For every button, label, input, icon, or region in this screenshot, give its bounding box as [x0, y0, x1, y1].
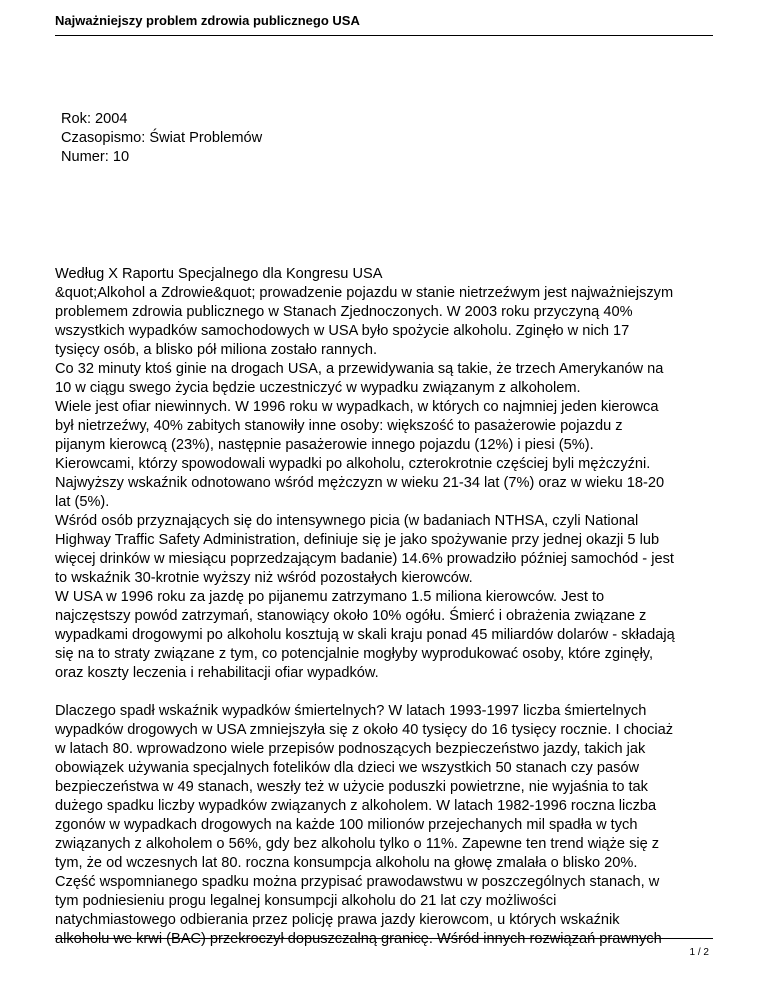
text-line: oraz koszty leczenia i rehabilitacji ofiar wypadków.	[55, 665, 379, 681]
text-line: najczęstszy powód zatrzymań, stanowiący około 10% ogółu. Śmierć i obrażenia związane z	[55, 608, 647, 624]
text-line: Co 32 minuty ktoś ginie na drogach USA, a przewidywania są takie, że trzech Amerykanów na	[55, 361, 664, 377]
text-line: wszystkich wypadków samochodowych w USA było spożycie alkoholu. Zginęło w nich 17	[55, 323, 630, 339]
text-line: Wiele jest ofiar niewinnych. W 1996 roku w wypadkach, w których co najmniej jeden kierowca	[55, 399, 659, 415]
text-line: Wśród osób przyznających się do intensywnego picia (w badaniach NTHSA, czyli National	[55, 513, 639, 529]
text-line: Kierowcami, którzy spowodowali wypadki po alkoholu, czterokrotnie częściej byli mężczyźni.	[55, 456, 651, 472]
text-line: Highway Traffic Safety Administration, definiuje się je jako spożywanie przy jednej okazji 5 lub	[55, 532, 660, 548]
text-line: &quot;Alkohol a Zdrowie&quot; prowadzenie pojazdu w stanie nietrzeźwym jest najważniejszym	[55, 285, 674, 301]
text-line: bezpieczeństwa w 49 stanach, weszły też w użycie poduszki powietrzne, nie wyjaśnia to tak	[55, 779, 648, 795]
text-line: wypadków drogowych w USA zmniejszyła się z około 40 tysięcy do 16 tysięcy rocznie. I chociaż	[55, 722, 674, 738]
text-line: tym podniesieniu progu legalnej konsumpcji alkoholu do 21 lat czy możliwości	[55, 893, 557, 909]
text-line: 10 w ciągu swego życia będzie uczestniczyć w wypadku związanym z alkoholem.	[55, 380, 581, 396]
text-line: więcej drinków w miesiącu poprzedzającym badanie) 14.6% prowadziło później samochód - jest	[55, 551, 674, 567]
page-number: 1 / 2	[689, 947, 709, 958]
text-line: wypadkami drogowymi po alkoholu kosztują w skali kraju ponad 45 miliardów dolarów - składają	[55, 627, 675, 643]
text-line: Według X Raportu Specjalnego dla Kongresu USA	[55, 266, 383, 282]
meta-year: Rok: 2004	[61, 111, 128, 127]
text-line: Najwyższy wskaźnik odnotowano wśród mężczyzn w wieku 21-34 lat (7%) oraz w wieku 18-20	[55, 475, 665, 491]
text-line: związanych z alkoholem o 56%, gdy bez alkoholu tylko o 11%. Zapewne ten trend wiąże się z	[55, 836, 660, 852]
text-line: się na to straty związane z tym, co potencjalnie mogłyby wyprodukować osoby, które zginęły,	[55, 646, 654, 662]
text-line: w latach 80. wprowadzono wiele przepisów podnoszących bezpieczeństwo jazdy, takich jak	[55, 741, 646, 757]
text-line: problemem zdrowia publicznego w Stanach Zjednoczonych. W 2003 roku przyczyną 40%	[55, 304, 633, 320]
text-line: był nietrzeźwy, 40% zabitych stanowiły inne osoby: większość to pasażerowie pojazdu z	[55, 418, 623, 434]
article-body	[55, 265, 715, 949]
text-line: dużego spadku liczby wypadków związanych z alkoholem. W latach 1982-1996 roczna liczba	[55, 798, 657, 814]
text-line: W USA w 1996 roku za jazdę po pijanemu zatrzymano 1.5 miliona kierowców. Jest to	[55, 589, 605, 605]
text-line: zgonów w wypadkach drogowych na każde 100 milionów przejechanych mil spadła w tych	[55, 817, 638, 833]
paragraph-1	[55, 265, 715, 683]
text-line: tysięcy osób, a blisko pół miliona zostało rannych.	[55, 342, 378, 358]
text-line: lat (5%).	[55, 494, 110, 510]
article-metadata	[61, 110, 262, 167]
text-line: alkoholu we krwi (BAC) przekroczył dopuszczalną granicę. Wśród innych rozwiązań prawnych	[55, 931, 662, 947]
meta-journal: Czasopismo: Świat Problemów	[61, 130, 263, 146]
paragraph-2	[55, 702, 715, 949]
text-line: obowiązek używania specjalnych fotelików dla dzieci we wszystkich 50 stanach czy pasów	[55, 760, 640, 776]
page-header	[55, 11, 713, 36]
text-line: natychmiastowego odbierania przez policję prawa jazdy kierowcom, u których wskaźnik	[55, 912, 620, 928]
text-line: Część wspomnianego spadku można przypisać prawodawstwu w poszczególnych stanach, w	[55, 874, 660, 890]
text-line: pijanym kierowcą (23%), następnie pasażerowie innego pojazdu (12%) i piesi (5%).	[55, 437, 594, 453]
text-line: to wskaźnik 30-krotnie wyższy niż wśród pozostałych kierowców.	[55, 570, 473, 586]
document-title: Najważniejszy problem zdrowia publicznego USA	[55, 13, 360, 28]
text-line: Dlaczego spadł wskaźnik wypadków śmiertelnych? W latach 1993-1997 liczba śmiertelnych	[55, 703, 647, 719]
meta-issue: Numer: 10	[61, 149, 130, 165]
text-line: tym, że od wczesnych lat 80. roczna konsumpcja alkoholu na głowę zmalała o blisko 20%.	[55, 855, 638, 871]
